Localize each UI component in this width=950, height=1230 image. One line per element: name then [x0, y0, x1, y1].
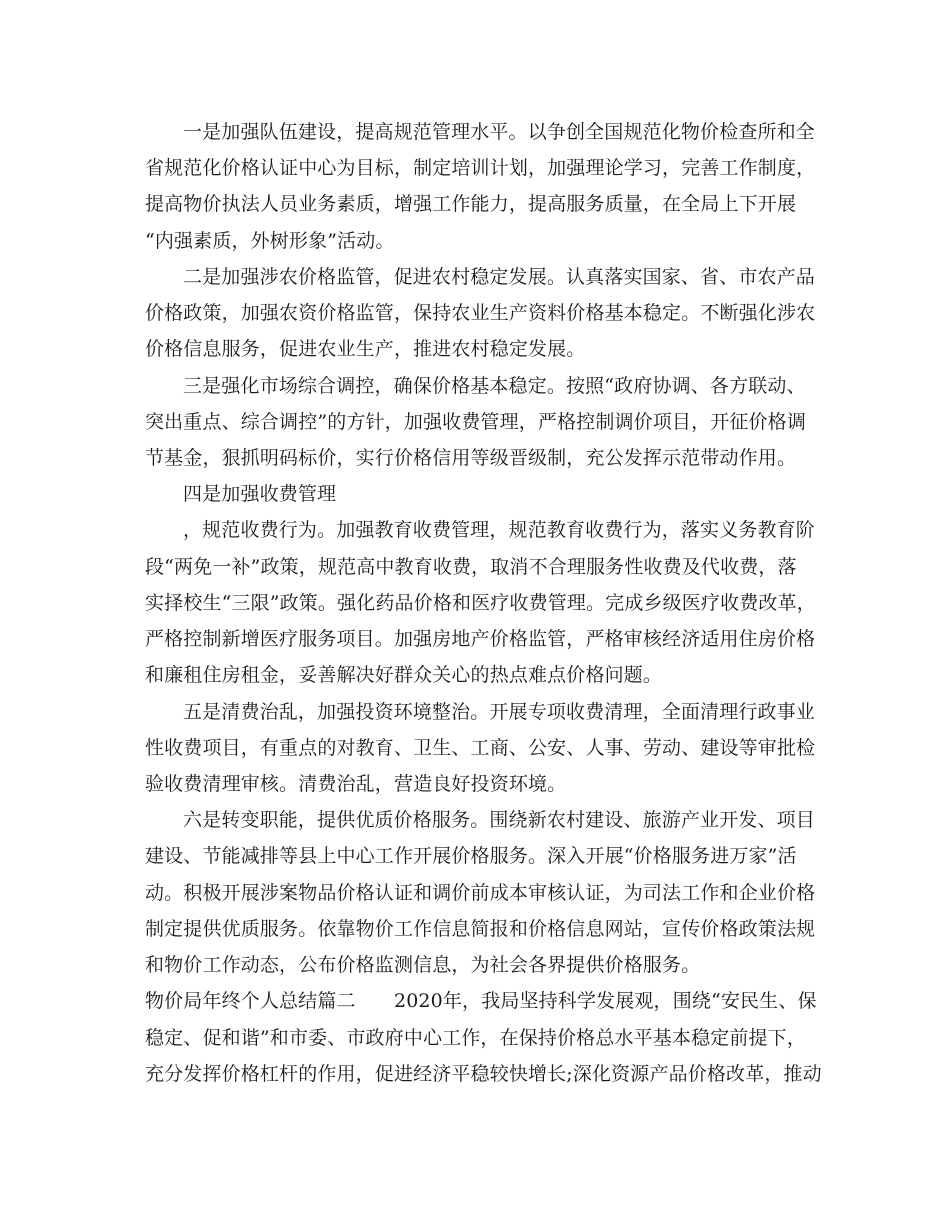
- text-line: 五是清费治乱，加强投资环境整治。开展专项收费清理，全面清理行政事业: [183, 701, 815, 723]
- text-line: 物价局年终个人总结篇二 2020年，我局坚持科学发展观，围绕“安民生、保: [145, 990, 817, 1012]
- text-line: 突出重点、综合调控”的方针，加强收费管理，严格控制调价项目，开征价格调: [145, 411, 806, 433]
- text-line: “内强素质，外树形象”活动。: [145, 230, 395, 252]
- text-line: 稳定、促和谐”和市委、市政府中心工作，在保持价格总水平基本稳定前提下，: [145, 1027, 806, 1049]
- text-line: 段“两免一补”政策，规范高中教育收费，取消不合理服务性收费及代收费，落: [145, 556, 797, 578]
- text-line: 价格信息服务，促进农业生产，推进农村稳定发展。: [145, 338, 586, 360]
- text-line: 一是加强队伍建设，提高规范管理水平。以争创全国规范化物价检查所和全: [183, 121, 815, 143]
- text-line: 和物价工作动态，公布价格监测信息，为社会各界提供价格服务。: [145, 954, 701, 976]
- text-line: ，规范收费行为。加强教育收费管理，规范教育收费行为，落实义务教育阶: [183, 519, 815, 541]
- text-line: 六是转变职能，提供优质价格服务。围绕新农村建设、旅游产业开发、项目: [183, 809, 815, 831]
- text-line: 实择校生“三限”政策。强化药品价格和医疗收费管理。完成乡级医疗收费改革，: [145, 592, 816, 614]
- text-line: 提高物价执法人员业务素质，增强工作能力，提高服务质量，在全局上下开展: [145, 193, 797, 215]
- text-line: 性收费项目，有重点的对教育、卫生、工商、公安、人事、劳动、建设等审批检: [145, 737, 816, 759]
- text-line: 价格政策，加强农资价格监管，保持农业生产资料价格基本稳定。不断强化涉农: [145, 302, 816, 324]
- text-line: 节基金，狠抓明码标价，实行价格信用等级晋级制，充公发挥示范带动作用。: [145, 447, 797, 469]
- text-line: 充分发挥价格杠杆的作用，促进经济平稳较快增长;深化资源产品价格改革，推动: [145, 1063, 822, 1085]
- text-line: 建设、节能减排等县上中心工作开展价格服务。深入开展“价格服务进万家”活: [145, 845, 797, 867]
- text-line: 验收费清理审核。清费治乱，营造良好投资环境。: [145, 773, 567, 795]
- text-line: 严格控制新增医疗服务项目。加强房地产价格监管，严格审核经济适用住房价格: [145, 628, 816, 650]
- text-line: 和廉租住房租金，妥善解决好群众关心的热点难点价格问题。: [145, 664, 663, 686]
- text-line: 三是强化市场综合调控，确保价格基本稳定。按照“政府协调、各方联动、: [183, 375, 806, 397]
- text-line: 省规范化价格认证中心为目标，制定培训计划，加强理论学习，完善工作制度，: [145, 157, 816, 179]
- text-line: 制定提供优质服务。依靠物价工作信息简报和价格信息网站，宣传价格政策法规: [145, 918, 816, 940]
- text-line: 二是加强涉农价格监管，促进农村稳定发展。认真落实国家、省、市农产品: [183, 266, 815, 288]
- text-line: 动。积极开展涉案物品价格认证和调价前成本审核认证，为司法工作和企业价格: [145, 882, 816, 904]
- text-line: 四是加强收费管理: [183, 483, 337, 505]
